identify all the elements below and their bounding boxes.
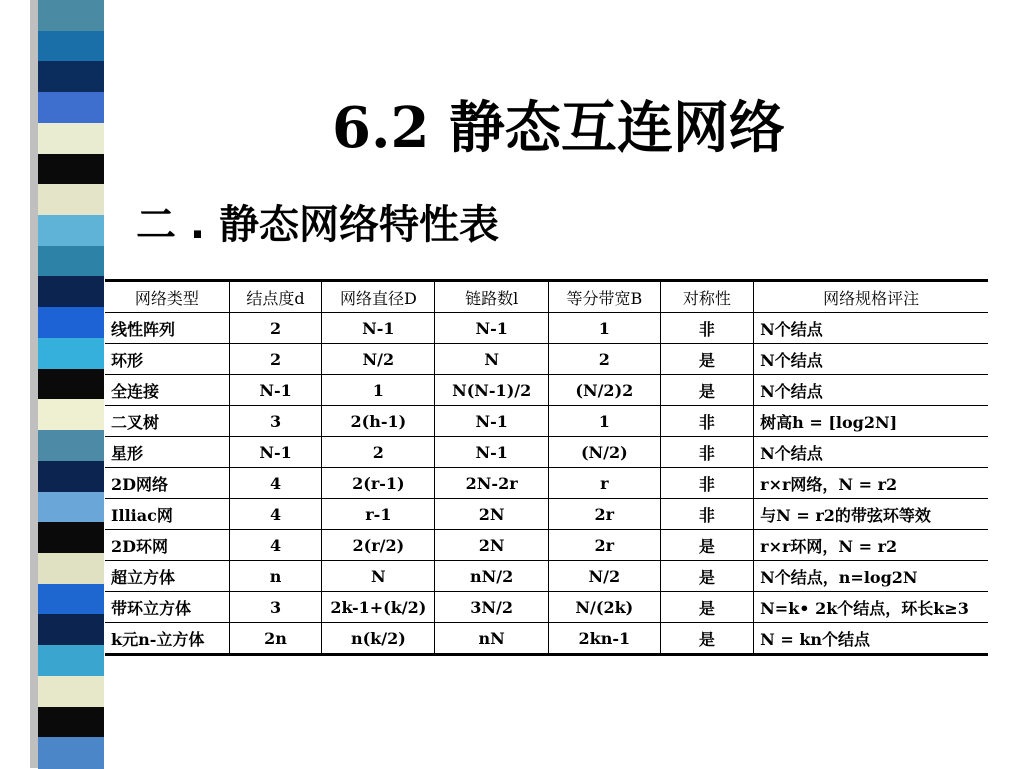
decorative-color-strip — [38, 0, 104, 768]
slide-title: 6.2 静态互连网络 — [332, 95, 785, 161]
table-cell: N — [322, 561, 435, 592]
table-cell: 超立方体 — [105, 561, 229, 592]
strip-block — [38, 614, 104, 646]
table-cell: 非 — [660, 437, 754, 468]
table-cell: N个结点 — [754, 375, 988, 406]
strip-block — [38, 584, 104, 616]
table-cell: 3N/2 — [435, 592, 549, 623]
strip-block — [38, 737, 104, 769]
table-cell: Illiac网 — [105, 499, 229, 530]
slide-subtitle: 二 . 静态网络特性表 — [136, 202, 500, 248]
table-cell: 1 — [322, 375, 435, 406]
strip-block — [38, 215, 104, 247]
strip-block — [38, 461, 104, 493]
table-cell: N个结点 — [754, 313, 988, 344]
strip-block — [38, 522, 104, 554]
table-cell: 是 — [660, 530, 754, 561]
header-cell: 网络规格评注 — [754, 281, 988, 313]
table-cell: 2k-1+(k/2) — [322, 592, 435, 623]
table-cell: N-1 — [322, 313, 435, 344]
table-cell: 非 — [660, 499, 754, 530]
table-row — [105, 313, 988, 344]
strip-block — [38, 307, 104, 339]
table-row — [105, 468, 988, 499]
table-cell: 树高h = [log2N] — [754, 406, 988, 437]
table-cell: 环形 — [105, 344, 229, 375]
table-cell: 4 — [229, 499, 322, 530]
table-cell: nN/2 — [435, 561, 549, 592]
table-row — [105, 530, 988, 561]
table-cell: N-1 — [229, 437, 322, 468]
table-cell: 1 — [549, 406, 661, 437]
table-cell: 2 — [549, 344, 661, 375]
table-cell: N个结点 — [754, 437, 988, 468]
table-cell: 2 — [322, 437, 435, 468]
table-cell: n(k/2) — [322, 623, 435, 655]
strip-block — [38, 369, 104, 401]
table-row — [105, 344, 988, 375]
table-cell: N-1 — [229, 375, 322, 406]
strip-block — [38, 31, 104, 63]
strip-block — [38, 676, 104, 708]
header-cell: 对称性 — [660, 281, 754, 313]
table-row — [105, 499, 988, 530]
table-cell: 是 — [660, 623, 754, 655]
table-cell: N = kn个结点 — [754, 623, 988, 655]
table-cell: 2D环网 — [105, 530, 229, 561]
strip-block — [38, 246, 104, 278]
table-cell: r×r网络，N = r2 — [754, 468, 988, 499]
table-cell: 是 — [660, 375, 754, 406]
table-cell: 非 — [660, 468, 754, 499]
table-row — [105, 406, 988, 437]
table-cell: r-1 — [322, 499, 435, 530]
table-cell: N-1 — [435, 313, 549, 344]
header-cell: 等分带宽B — [549, 281, 661, 313]
table-cell: k元n-立方体 — [105, 623, 229, 655]
strip-block — [38, 492, 104, 524]
table-cell: 3 — [229, 592, 322, 623]
strip-block — [38, 154, 104, 186]
table-row — [105, 375, 988, 406]
table-cell: 2r — [549, 499, 661, 530]
header-cell: 网络直径D — [322, 281, 435, 313]
table-cell: N-1 — [435, 406, 549, 437]
table-cell: 2r — [549, 530, 661, 561]
table-cell: N/2 — [549, 561, 661, 592]
strip-block — [38, 276, 104, 308]
table-cell: 非 — [660, 313, 754, 344]
table-cell: 3 — [229, 406, 322, 437]
strip-block — [38, 553, 104, 585]
table-cell: 2D网络 — [105, 468, 229, 499]
table-cell: 2(h-1) — [322, 406, 435, 437]
table-cell: 2n — [229, 623, 322, 655]
strip-block — [38, 645, 104, 677]
strip-block — [38, 61, 104, 93]
table-cell: 4 — [229, 530, 322, 561]
table-cell: N(N-1)/2 — [435, 375, 549, 406]
strip-block — [38, 0, 104, 32]
table-cell: 线性阵列 — [105, 313, 229, 344]
table-row — [105, 561, 988, 592]
strip-block — [38, 184, 104, 216]
table-cell: 全连接 — [105, 375, 229, 406]
strip-shadow — [30, 0, 38, 768]
table-cell: 1 — [549, 313, 661, 344]
table-header-row — [105, 281, 988, 313]
table-cell: N — [435, 344, 549, 375]
strip-block — [38, 92, 104, 124]
table-cell: 2N — [435, 530, 549, 561]
table-cell: 与N = r2的带弦环等效 — [754, 499, 988, 530]
table-cell: (N/2)2 — [549, 375, 661, 406]
table-cell: N/2 — [322, 344, 435, 375]
table-cell: 2N-2r — [435, 468, 549, 499]
strip-block — [38, 430, 104, 462]
strip-block — [38, 338, 104, 370]
table-cell: 星形 — [105, 437, 229, 468]
table-cell: N个结点，n=log2N — [754, 561, 988, 592]
table-cell: 2(r/2) — [322, 530, 435, 561]
table-cell: 带环立方体 — [105, 592, 229, 623]
table-cell: 二叉树 — [105, 406, 229, 437]
header-cell: 结点度d — [229, 281, 322, 313]
table-cell: 是 — [660, 561, 754, 592]
table-cell: 是 — [660, 592, 754, 623]
strip-block — [38, 399, 104, 431]
table-cell: n — [229, 561, 322, 592]
table-cell: 4 — [229, 468, 322, 499]
table-cell: N/(2k) — [549, 592, 661, 623]
table-cell: N=k• 2k个结点，环长k≥3 — [754, 592, 988, 623]
table-cell: nN — [435, 623, 549, 655]
header-cell: 网络类型 — [105, 281, 229, 313]
table-cell: 是 — [660, 344, 754, 375]
table-cell: 2kn-1 — [549, 623, 661, 655]
table-row — [105, 623, 988, 655]
table-cell: N-1 — [435, 437, 549, 468]
table-cell: 2 — [229, 344, 322, 375]
table-cell: r — [549, 468, 661, 499]
table-row — [105, 592, 988, 623]
table-cell: 2(r-1) — [322, 468, 435, 499]
table-cell: r×r环网，N = r2 — [754, 530, 988, 561]
network-properties-table — [105, 279, 988, 656]
table-cell: 2 — [229, 313, 322, 344]
strip-block — [38, 123, 104, 155]
table-cell: 非 — [660, 406, 754, 437]
header-cell: 链路数l — [435, 281, 549, 313]
strip-block — [38, 707, 104, 739]
table-row — [105, 437, 988, 468]
table-cell: (N/2) — [549, 437, 661, 468]
table-cell: N个结点 — [754, 344, 988, 375]
table-cell: 2N — [435, 499, 549, 530]
